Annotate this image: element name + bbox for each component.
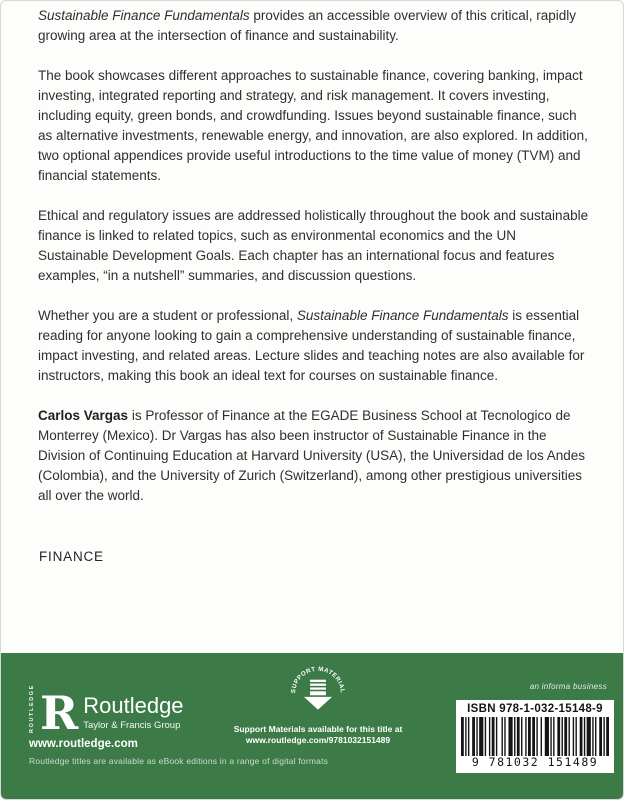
paragraph-overview [38, 6, 590, 46]
routledge-logo-row [29, 684, 184, 740]
download-arrow-icon [304, 680, 332, 710]
paragraph-text: is essential reading for anyone looking to gain a comprehensive understanding of sustainable finance, impact investing, and related areas. Lecture slides and teaching notes are also available for instructors, making this book an ideal text for courses on sustainable finance. [38, 308, 585, 383]
svg-text:SUPPORT MATERIAL: SUPPORT MATERIAL [290, 665, 346, 694]
book-title-mention: Sustainable Finance Fundamentals [296, 308, 509, 323]
isbn-barcode [456, 700, 614, 773]
routledge-name: Routledge [83, 692, 184, 718]
routledge-r-mark: R [40, 686, 79, 740]
author-name: Carlos Vargas [38, 408, 129, 423]
paragraph-text: provides an accessible overview of this critical, rapidly growing area at the intersection of finance and sustainability. [38, 8, 577, 43]
taylor-francis-tagline: Taylor & Francis Group [83, 719, 181, 731]
barcode-stripes [461, 717, 609, 756]
paragraph-ethics: Ethical and regulatory issues are addressed holistically throughout the book and sustainable finance is linked to related topics, such as environmental economics and the UN Sustainable Development Goals. Each chapter has an international focus and features examples, “in a nutshell” summaries, and discussion questions. [38, 208, 589, 283]
paragraph-audience [38, 306, 590, 386]
category-label: FINANCE [39, 549, 104, 564]
routledge-vertical-text: ROUTLEDGE [29, 684, 35, 733]
support-material-text: Support Materials available for this title at [233, 724, 403, 734]
publisher-footer [1, 653, 623, 799]
blurb-section [38, 6, 590, 526]
book-title-mention: Sustainable Finance Fundamentals [38, 8, 250, 23]
routledge-website: www.routledge.com [29, 738, 138, 750]
support-material-url: www.routledge.com/9781032151489 [245, 735, 391, 745]
ebook-formats-note: Routledge titles are available as eBook editions in a range of digital formats [29, 756, 329, 766]
support-material-block [233, 663, 403, 746]
barcode-digits: 9 781032 151489 [471, 755, 599, 769]
support-material-badge-icon [289, 663, 347, 721]
routledge-logo [29, 684, 184, 750]
informa-note: an informa business [529, 682, 607, 691]
routledge-wordmark [83, 694, 183, 733]
author-bio [38, 406, 590, 506]
paragraph-text: is Professor of Finance at the EGADE Business School at Tecnologico de Monterrey (Mexico). Dr Vargas has also been instructor of Sustainable Finance in the Division of Continuing Education at Harvard University (USA), the Universidad de los Andes (Colombia), and the University of Zurich (Switzerland), among other prestigious universities all over the world. [38, 408, 586, 503]
isbn-label: ISBN 978-1-032-15148-9 [467, 703, 603, 715]
paragraph-contents: The book showcases different approaches to sustainable finance, covering banking, impact investing, integrated reporting and strategy, and risk management. It covers investing, including equity, green bonds, and crowdfunding. Issues beyond sustainable finance, such as alternative investments, renewable energy, and innovation, are also explored. In addition, two optional appendices provide useful introductions to the time value of money (TVM) and financial statements. [38, 68, 588, 183]
paragraph-text: Whether you are a student or professional, [38, 308, 297, 323]
